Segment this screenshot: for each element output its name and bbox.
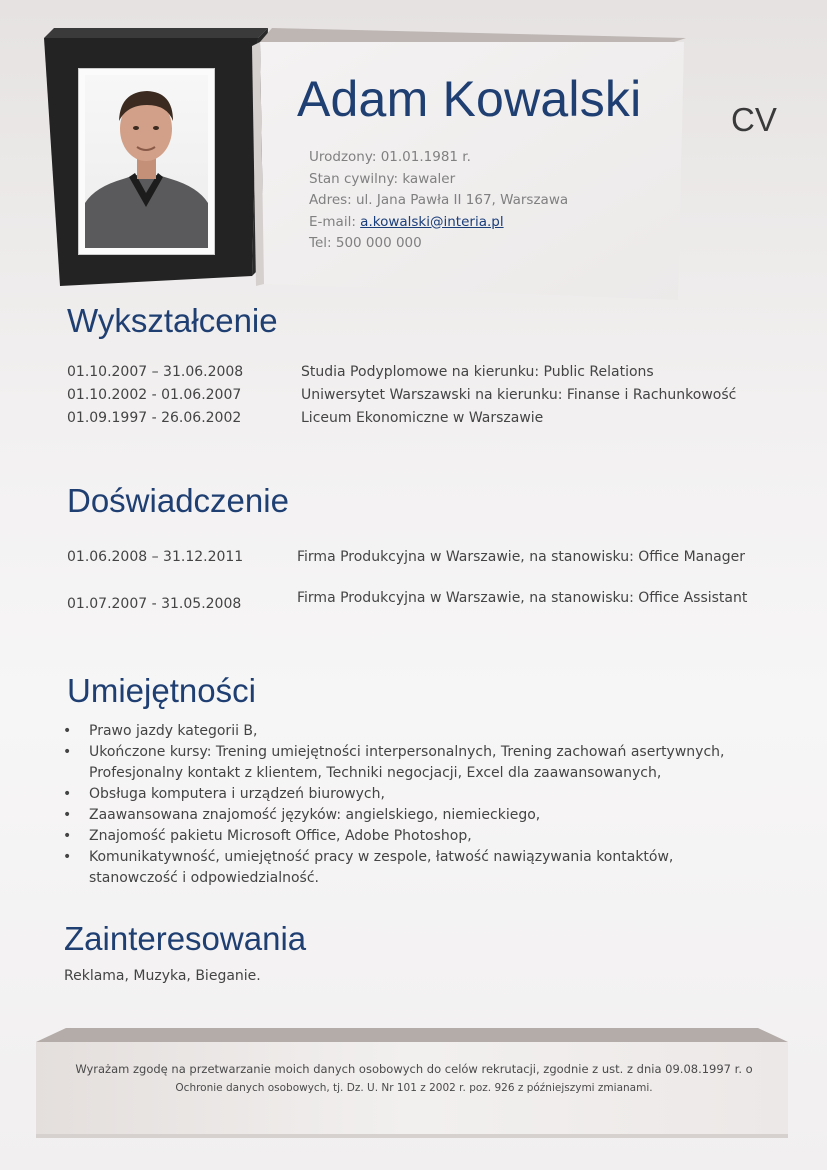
bullet: • (63, 828, 72, 844)
skill-line: Obsługa komputera i urządzeń biurowych, (89, 786, 385, 802)
skill-line: Ukończone kursy: Trening umiejętności interpersonalnych, Trening zachowań asertywnych, (89, 744, 725, 760)
bullet: • (63, 807, 72, 823)
consent-clause (40, 1060, 788, 1098)
interests-text: Reklama, Muzyka, Bieganie. (64, 968, 261, 984)
marital-status: Stan cywilny: kawaler (309, 170, 456, 187)
consent-line-1: Wyrażam zgodę na przetwarzanie moich danych osobowych do celów rekrutacji, zgodnie z ust. z dnia 09.08.1997 r. o (75, 1062, 753, 1076)
skill-item (63, 805, 763, 826)
skill-item (63, 826, 763, 847)
phone: Tel: 500 000 000 (309, 235, 422, 251)
email-label: E-mail: (309, 213, 361, 230)
skills-list (63, 721, 763, 889)
skill-line: Profesjonalny kontakt z klientem, Techniki negocjacji, Excel dla zaawansowanych, (89, 765, 662, 781)
education-date: 01.09.1997 - 26.06.2002 (67, 410, 242, 426)
skill-line: stanowczość i odpowiedzialność. (89, 870, 319, 886)
experience-date: 01.06.2008 – 31.12.2011 (67, 549, 244, 565)
education-desc: Studia Podyplomowe na kierunku: Public Relations (301, 364, 654, 380)
email-link[interactable]: a.kowalski@interia.pl (360, 213, 504, 230)
consent-line-2: Ochronie danych osobowych, tj. Dz. U. Nr 101 z 2002 r. poz. 926 z późniejszymi zmianami. (175, 1082, 653, 1094)
education-desc: Uniwersytet Warszawski na kierunku: Finanse i Rachunkowość (301, 387, 737, 403)
education-desc: Liceum Ekonomiczne w Warszawie (301, 410, 544, 426)
skill-item (63, 847, 763, 889)
birth-date: Urodzony: 01.01.1981 r. (309, 149, 471, 165)
email-row (309, 212, 568, 234)
skill-item (63, 742, 763, 784)
profile-photo (85, 75, 208, 248)
experience-heading: Doświadczenie (67, 482, 289, 519)
cv-label: CV (731, 101, 777, 138)
education-date: 01.10.2002 - 01.06.2007 (67, 387, 242, 403)
skill-line: Prawo jazdy kategorii B, (89, 723, 258, 739)
experience-desc: Firma Produkcyjna w Warszawie, na stanowisku: Office Manager (297, 549, 745, 565)
personal-info (309, 147, 568, 255)
bullet: • (63, 723, 72, 739)
education-date: 01.10.2007 – 31.06.2008 (67, 364, 244, 380)
skill-line: Zaawansowana znajomość języków: angielskiego, niemieckiego, (89, 807, 541, 823)
bullet: • (63, 786, 72, 802)
skill-line: Znajomość pakietu Microsoft Office, Adobe Photoshop, (89, 828, 472, 844)
experience-desc: Firma Produkcyjna w Warszawie, na stanowisku: Office Assistant (297, 590, 748, 606)
skills-heading: Umiejętności (67, 672, 256, 709)
address: Adres: ul. Jana Pawła II 167, Warszawa (309, 192, 569, 208)
skill-line: Komunikatywność, umiejętność pracy w zespole, łatwość nawiązywania kontaktów, (89, 849, 674, 865)
candidate-name: Adam Kowalski (297, 71, 642, 127)
experience-date: 01.07.2007 - 31.05.2008 (67, 596, 242, 612)
skill-item (63, 784, 763, 805)
education-heading: Wykształcenie (67, 302, 278, 339)
interests-heading: Zainteresowania (64, 920, 307, 957)
bullet: • (63, 849, 72, 865)
photo-frame (78, 68, 215, 255)
bullet: • (63, 744, 72, 760)
person-avatar (85, 75, 208, 248)
skill-item (63, 721, 763, 742)
